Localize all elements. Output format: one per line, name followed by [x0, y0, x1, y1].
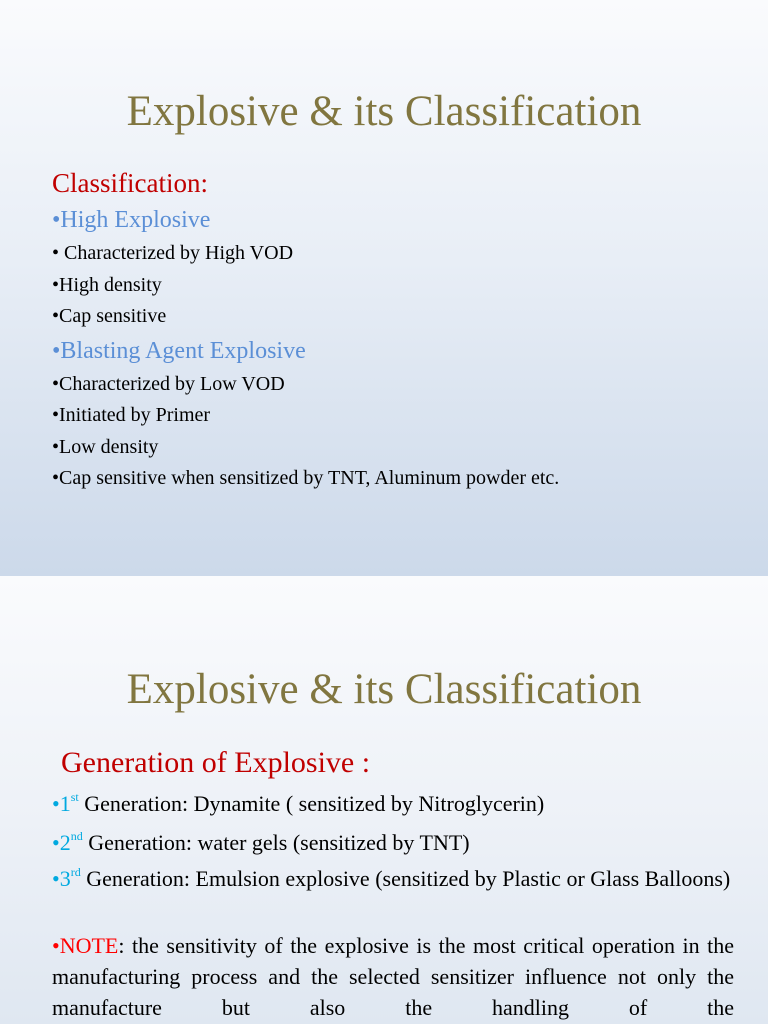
list-item: •Initiated by Primer: [52, 404, 211, 426]
slide-title: Explosive & its Classification: [126, 666, 642, 713]
list-item: •High density: [52, 274, 162, 296]
list-item: •Cap sensitive when sensitized by TNT, Aluminum powder etc.: [52, 467, 560, 489]
list-item: •Characterized by Low VOD: [52, 373, 285, 395]
slide-title: Explosive & its Classification: [126, 88, 642, 135]
slide-generation: [0, 576, 768, 1024]
list-item: •Low density: [52, 436, 159, 458]
generation-item-1: •1st Generation: Dynamite ( sensitized by Nitroglycerin): [52, 789, 545, 816]
list-item: •Cap sensitive: [52, 305, 167, 327]
blasting-agent-label: •Blasting Agent Explosive: [52, 338, 306, 364]
list-item: • Characterized by High VOD: [52, 242, 294, 264]
generation-item-3: •3rd Generation: Emulsion explosive (sensitized by Plastic or Glass Balloons): [52, 864, 731, 891]
generation-heading: Generation of Explosive :: [61, 746, 371, 779]
note-paragraph: •NOTE: the sensitivity of the explosive is the most critical operation in the manufacturing process and the selected sensitizer influence not only the manufacture but also the handling of the: [52, 933, 734, 1020]
generation-item-2: •2nd Generation: water gels (sensitized by TNT): [52, 828, 470, 855]
classification-heading: Classification:: [52, 168, 208, 198]
high-explosive-label: •High Explosive: [52, 207, 211, 233]
